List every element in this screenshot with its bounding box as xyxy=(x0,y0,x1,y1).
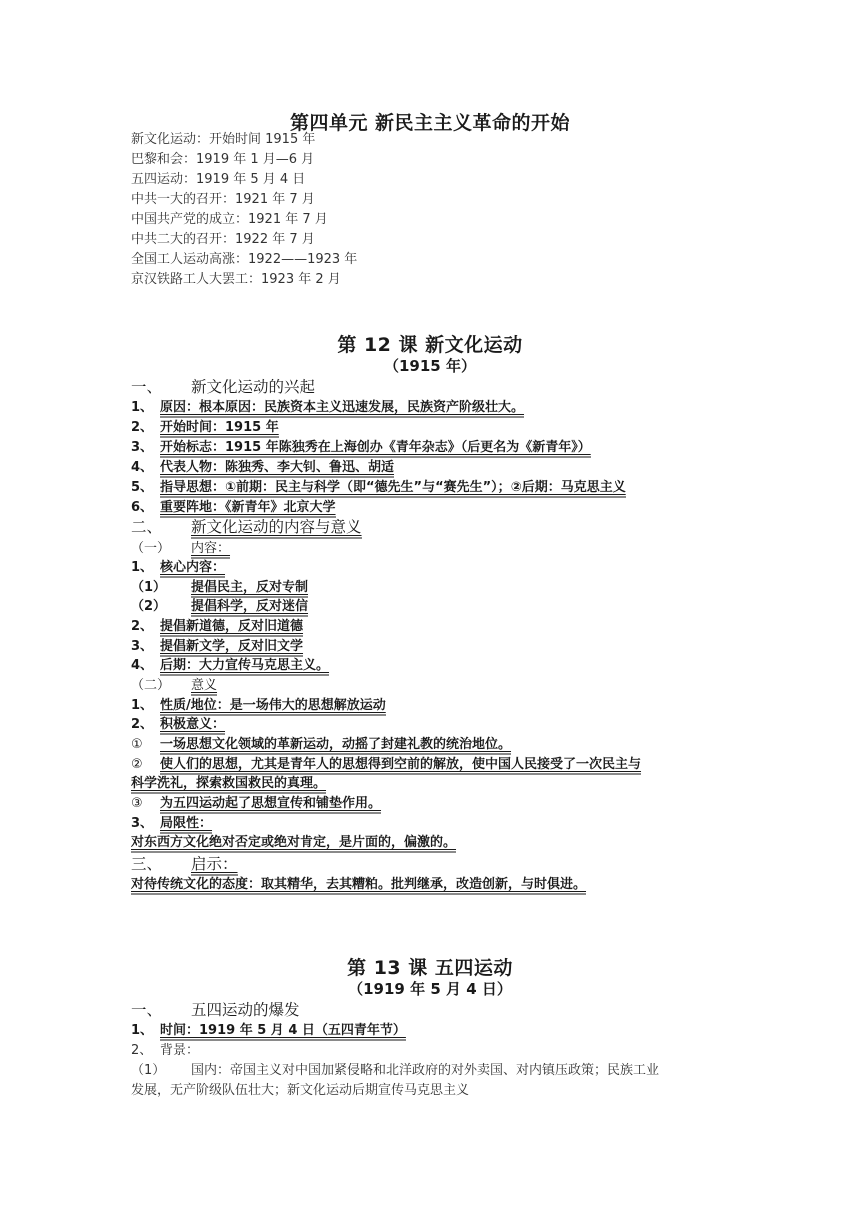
lesson13-subtitle: （1919 年 5 月 4 日） xyxy=(348,980,512,998)
section-number: 一、 xyxy=(131,1001,163,1019)
list-item xyxy=(131,419,279,437)
limitation-text: 对东西方文化绝对否定或绝对肯定，是片面的，偏激的。 xyxy=(131,834,456,852)
list-item: 3、 局限性： xyxy=(131,815,212,833)
timeline-item: 全国工人运动高涨：1922——1923 年 xyxy=(131,252,358,267)
list-item-text: 原因：根本原因：民族资本主义迅速发展，民族资产阶级壮大。 xyxy=(160,400,524,418)
list-item-text: 重要阵地：《新青年》北京大学 xyxy=(160,500,336,518)
lesson12-section2-heading xyxy=(131,517,362,537)
timeline-item: 中国共产党的成立：1921 年 7 月 xyxy=(131,212,328,227)
timeline-item: 五四运动：1919 年 5 月 4 日 xyxy=(131,172,306,187)
list-item-text: 开始标志：1915 年陈独秀在上海创办《青年杂志》（后更名为《新青年》） xyxy=(160,440,591,458)
section-title: 五四运动的爆发 xyxy=(191,1001,300,1019)
list-item xyxy=(131,479,626,497)
section-number: 一、 xyxy=(131,378,163,396)
list-item: （1） 提倡民主，反对专制 xyxy=(131,579,308,597)
list-item: （2） 提倡科学，反对迷信 xyxy=(131,598,308,616)
timeline-item: 中共二大的召开：1922 年 7 月 xyxy=(131,232,315,247)
core-content-heading: 1、 核心内容： xyxy=(131,559,225,577)
section-title: 新文化运动的兴起 xyxy=(191,378,316,396)
list-item-number: 3、 xyxy=(131,440,154,455)
timeline-item: 京汉铁路工人大罢工：1923 年 2 月 xyxy=(131,272,341,287)
list-item: 3、 提倡新文学，反对旧文学 xyxy=(131,638,303,656)
list-item xyxy=(131,399,524,417)
content-part-heading: （一） 内容： xyxy=(131,540,230,558)
list-item: 2、 提倡新道德，反对旧道德 xyxy=(131,618,303,636)
lesson12-section3-heading xyxy=(131,854,238,874)
list-item: ③ 为五四运动起了思想宣传和铺垫作用。 xyxy=(131,795,381,813)
significance-part-heading: （二） 意义 xyxy=(131,677,217,695)
list-item-text: 指导思想：①前期：民主与科学（即“德先生”与“赛先生”）；②后期：马克思主义 xyxy=(160,480,626,498)
list-item: 2、 积极意义： xyxy=(131,716,225,734)
list-item-text: 代表人物：陈独秀、李大钊、鲁迅、胡适 xyxy=(160,460,394,478)
list-item: 2、 背景： xyxy=(131,1043,200,1058)
list-item-number: 5、 xyxy=(131,480,154,495)
lesson12-title: 第 12 课 新文化运动 xyxy=(337,334,523,356)
list-item-continuation: 科学洗礼，探索救国救民的真理。 xyxy=(131,775,326,793)
list-item-number: 4、 xyxy=(131,460,154,475)
list-item xyxy=(131,499,336,517)
section-title: 新文化运动的内容与意义 xyxy=(191,518,362,539)
list-item-continuation: 发展，无产阶级队伍壮大；新文化运动后期宣传马克思主义 xyxy=(131,1083,470,1098)
list-item xyxy=(131,439,591,457)
list-item xyxy=(131,459,394,477)
list-item: ② 使人们的思想，尤其是青年人的思想得到空前的解放，使中国人民接受了一次民主与 xyxy=(131,756,641,774)
section-title: 启示： xyxy=(191,855,238,876)
list-item: 1、 时间：1919 年 5 月 4 日（五四青年节） xyxy=(131,1022,406,1040)
lesson13-title: 第 13 课 五四运动 xyxy=(347,957,513,979)
list-item-number: 6、 xyxy=(131,500,154,515)
lesson13-section1-heading xyxy=(131,1000,300,1020)
timeline-item: 新文化运动：开始时间 1915 年 xyxy=(131,132,316,147)
unit-title: 第四单元 新民主主义革命的开始 xyxy=(289,112,571,134)
timeline-item: 巴黎和会：1919 年 1 月—6 月 xyxy=(131,152,315,167)
lesson12-section1-heading xyxy=(131,377,315,397)
list-item: ① 一场思想文化领域的革新运动，动摇了封建礼教的统治地位。 xyxy=(131,736,511,754)
list-item-text: 开始时间：1915 年 xyxy=(160,420,279,438)
lesson12-subtitle: （1915 年） xyxy=(384,357,476,375)
list-item-number: 1、 xyxy=(131,400,154,415)
list-item: （1） 国内：帝国主义对中国加紧侵略和北洋政府的对外卖国、对内镇压政策；民族工业 xyxy=(131,1063,660,1078)
timeline-item: 中共一大的召开：1921 年 7 月 xyxy=(131,192,315,207)
section-number: 二、 xyxy=(131,518,163,536)
list-item: 1、 性质/地位：是一场伟大的思想解放运动 xyxy=(131,697,386,715)
section-number: 三、 xyxy=(131,855,163,873)
list-item-number: 2、 xyxy=(131,420,154,435)
list-item: 4、 后期：大力宣传马克思主义。 xyxy=(131,657,329,675)
insight-text: 对待传统文化的态度：取其精华，去其糟粕。批判继承，改造创新，与时俱进。 xyxy=(131,876,586,894)
